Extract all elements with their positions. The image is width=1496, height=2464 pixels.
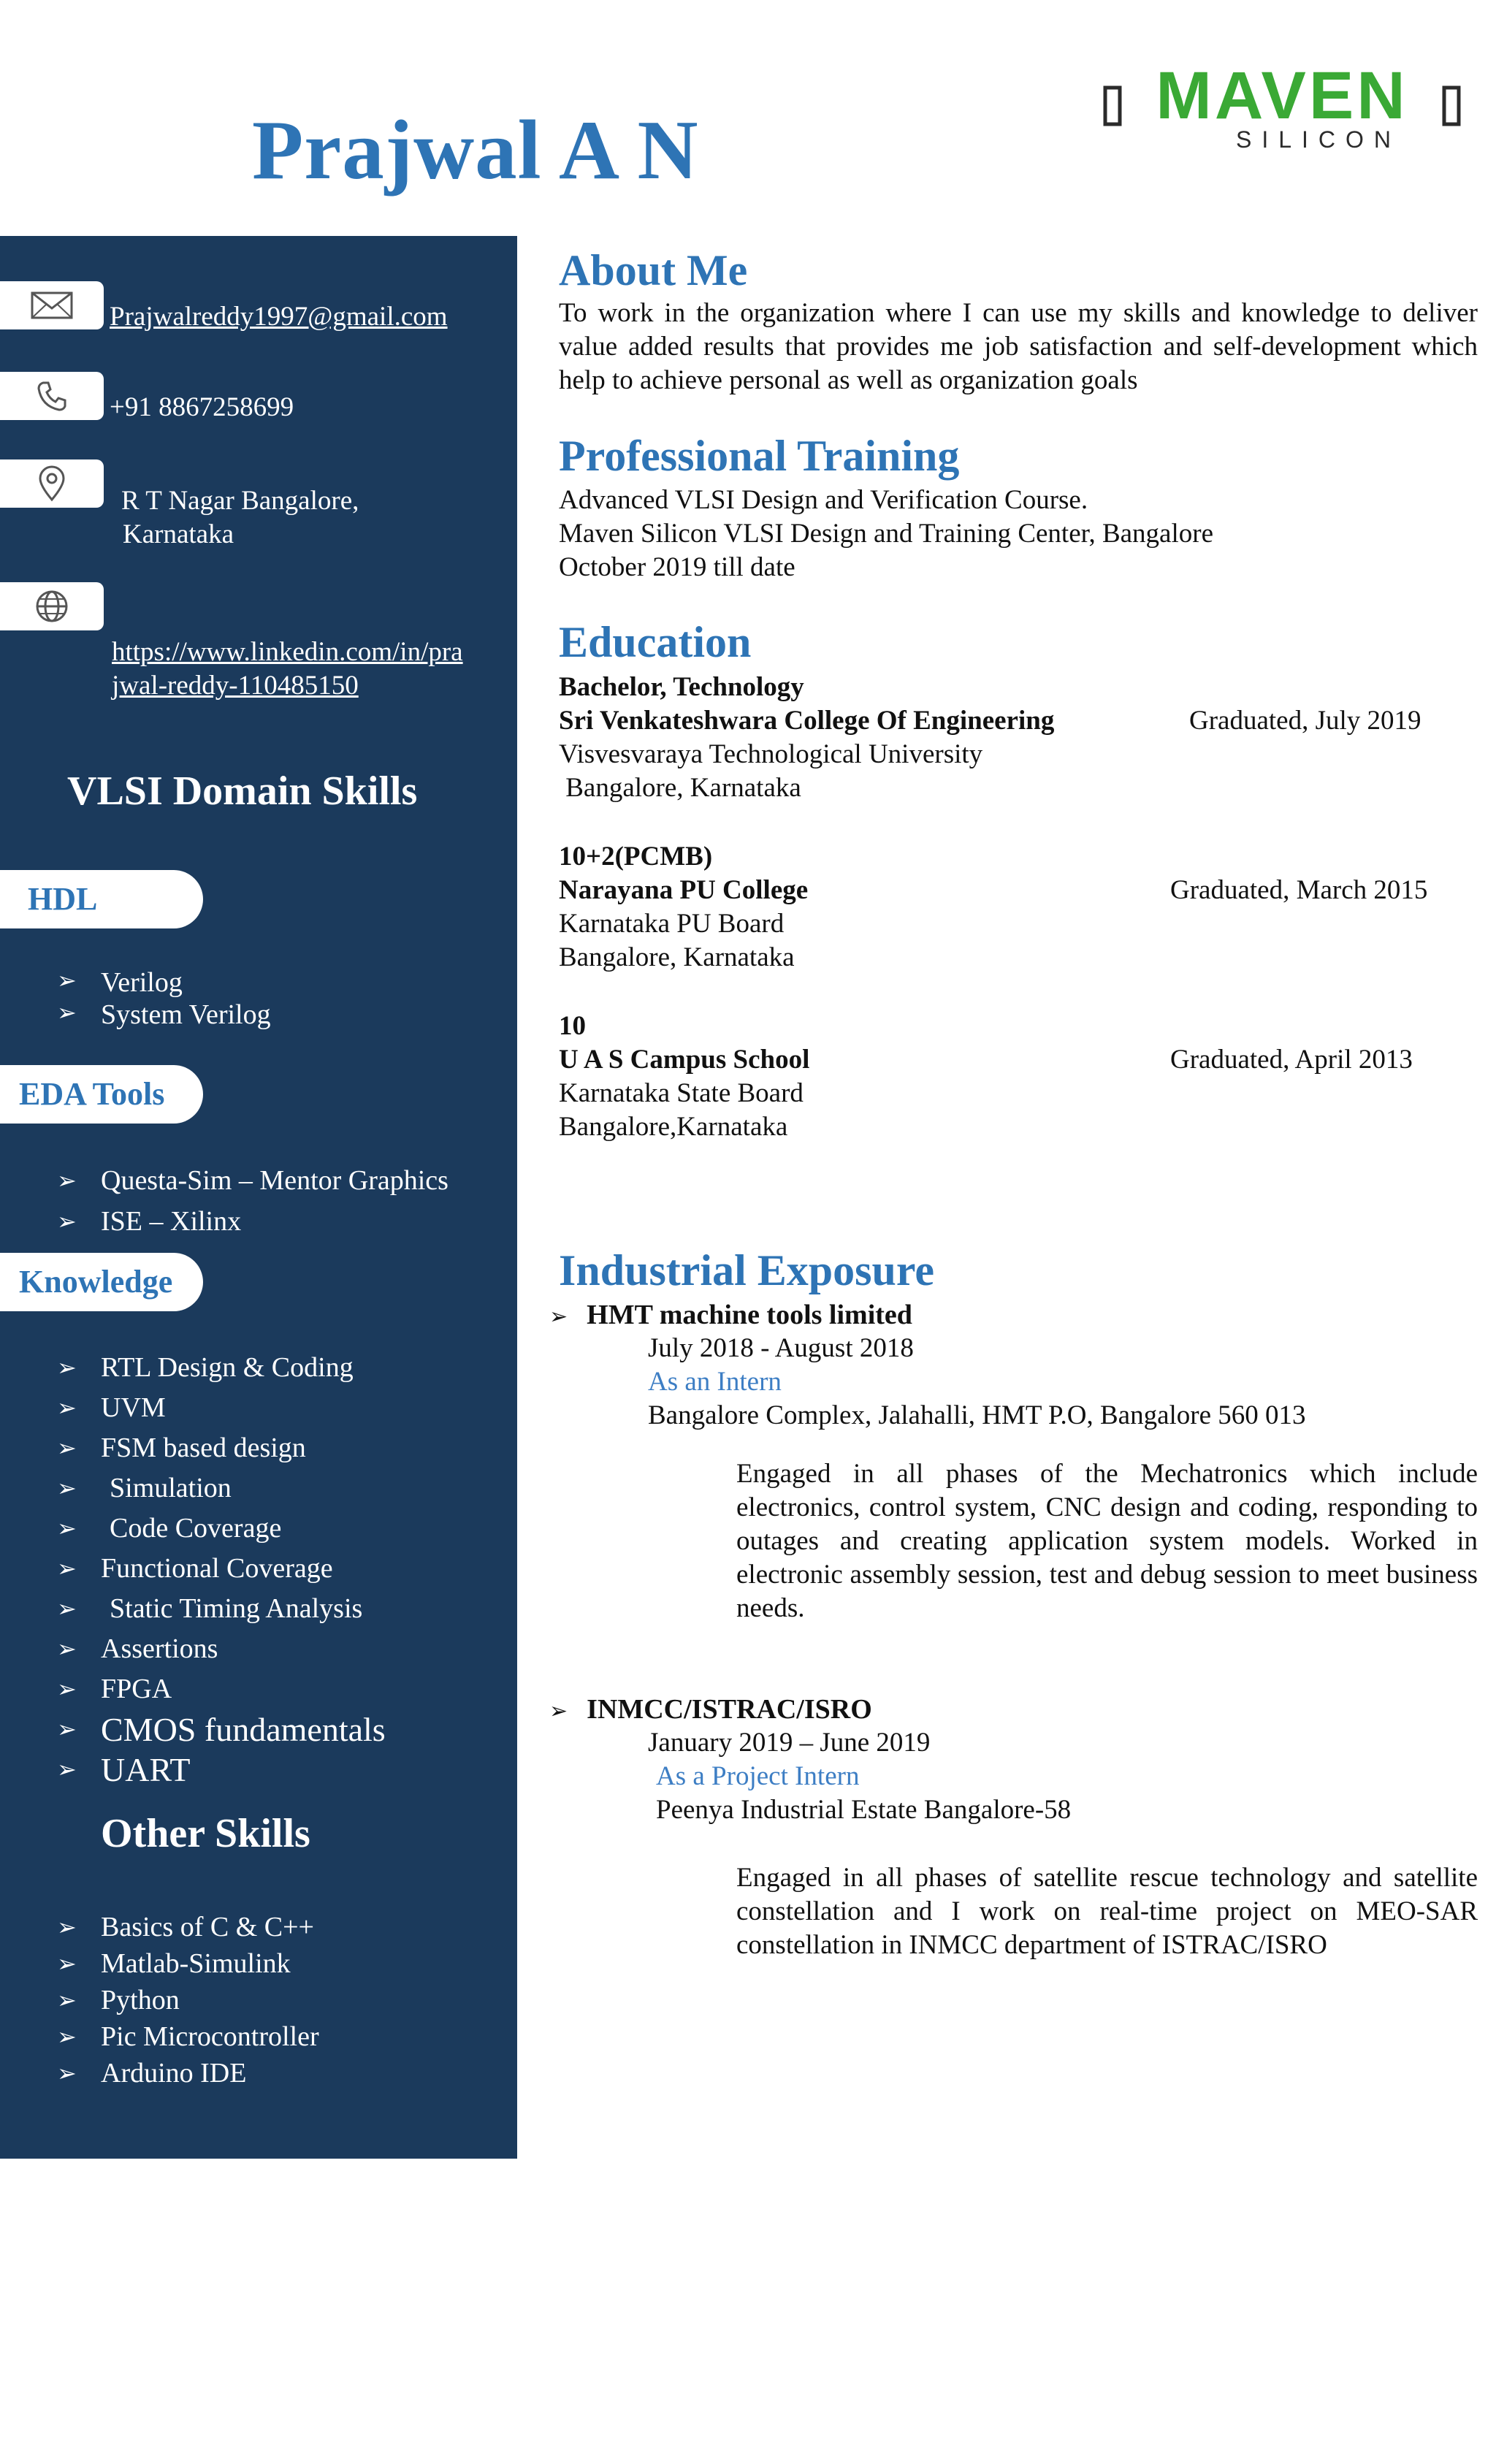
- phone-icon: [0, 372, 104, 420]
- address-line-2: Karnataka: [123, 519, 234, 549]
- linkedin-link-line-1[interactable]: https://www.linkedin.com/in/pra: [112, 637, 463, 667]
- list-item: ➢ FSM based design: [57, 1428, 386, 1468]
- sidebar: [0, 236, 517, 2159]
- phone-number[interactable]: +91 8867258699: [110, 392, 294, 422]
- training-line: Advanced VLSI Design and Verification Course.: [559, 485, 1088, 515]
- logo-sub: SILICON: [1235, 126, 1402, 153]
- board: Karnataka State Board: [559, 1078, 804, 1108]
- arrow-bullet-icon: ➢: [549, 1304, 568, 1330]
- other-skills-list: [57, 1909, 319, 2091]
- list-item: ➢ Basics of C & C++: [57, 1909, 319, 1945]
- board: Visvesvaraya Technological University: [559, 739, 983, 769]
- email-icon: [0, 281, 104, 329]
- maven-silicon-logo: [1099, 58, 1465, 153]
- school: Narayana PU College: [559, 875, 809, 905]
- list-item: ➢ Static Timing Analysis: [57, 1589, 386, 1629]
- board: Karnataka PU Board: [559, 909, 785, 939]
- location: Bangalore,Karnataka: [559, 1112, 788, 1142]
- exposure-role: As a Project Intern: [656, 1761, 860, 1791]
- graduation-date: Graduated, March 2015: [1170, 875, 1428, 905]
- globe-icon: [0, 582, 104, 630]
- exposure-period: July 2018 - August 2018: [648, 1333, 914, 1363]
- list-item: ➢ Assertions: [57, 1629, 386, 1669]
- list-item: ➢ RTL Design & Coding: [57, 1348, 386, 1388]
- location: Bangalore, Karnataka: [559, 942, 795, 972]
- list-item: ➢ Python: [57, 1982, 319, 2018]
- degree: 10: [559, 1011, 586, 1041]
- list-item: ➢ Arduino IDE: [57, 2055, 319, 2091]
- hdl-list: [57, 966, 271, 1031]
- eda-tools-tab: EDA Tools: [0, 1065, 203, 1124]
- graduation-date: Graduated, July 2019: [1189, 706, 1421, 736]
- exposure-role: As an Intern: [648, 1367, 782, 1397]
- training-line: October 2019 till date: [559, 552, 795, 582]
- hdl-tab: HDL: [0, 870, 203, 928]
- address-line-1: R T Nagar Bangalore,: [121, 486, 359, 516]
- vlsi-skills-heading: VLSI Domain Skills: [67, 768, 418, 814]
- training-line: Maven Silicon VLSI Design and Training Center, Bangalore: [559, 519, 1214, 549]
- school: Sri Venkateshwara College Of Engineering: [559, 706, 1055, 736]
- location-pin-icon: [0, 459, 104, 508]
- education-heading: Education: [559, 618, 752, 666]
- school: U A S Campus School: [559, 1045, 810, 1075]
- candidate-name: Prajwal A N: [252, 104, 699, 197]
- degree: Bachelor, Technology: [559, 672, 804, 702]
- list-item: ➢ Code Coverage: [57, 1508, 386, 1549]
- logo-word: MAVEN: [1156, 58, 1408, 133]
- list-item: ➢ FPGA: [57, 1669, 386, 1709]
- list-item: ➢ Verilog: [57, 966, 271, 999]
- other-skills-heading: Other Skills: [101, 1811, 310, 1856]
- list-item: ➢ UART: [57, 1750, 386, 1790]
- about-heading: About Me: [559, 246, 748, 294]
- location: Bangalore, Karnataka: [559, 773, 801, 803]
- linkedin-link-line-2[interactable]: jwal-reddy-110485150: [112, 671, 359, 701]
- knowledge-tab: Knowledge: [0, 1253, 203, 1311]
- exposure-place: Peenya Industrial Estate Bangalore-58: [656, 1795, 1072, 1825]
- exposure-place: Bangalore Complex, Jalahalli, HMT P.O, Bangalore 560 013: [648, 1400, 1306, 1430]
- list-item: ➢ Matlab-Simulink: [57, 1945, 319, 1982]
- eda-tools-list: [57, 1160, 449, 1242]
- about-text: To work in the organization where I can use my skills and knowledge to deliver value added results that provides me job satisfaction and self-development which help to achieve personal as well as organization goals: [559, 298, 1478, 395]
- email-link[interactable]: Prajwalreddy1997@gmail.com: [110, 302, 448, 332]
- list-item: ➢ Pic Microcontroller: [57, 2018, 319, 2055]
- list-item: ➢ Simulation: [57, 1468, 386, 1508]
- list-item: ➢ ISE – Xilinx: [57, 1201, 449, 1242]
- exposure-org: ➢ HMT machine tools limited: [549, 1300, 912, 1330]
- list-item: ➢ UVM: [57, 1388, 386, 1428]
- exposure-period: January 2019 – June 2019: [648, 1728, 931, 1758]
- list-item: ➢ Functional Coverage: [57, 1549, 386, 1589]
- list-item: ➢ Questa-Sim – Mentor Graphics: [57, 1160, 449, 1201]
- exposure-description: Engaged in all phases of the Mechatronics which include electronics, control system, CNC design and coding, responding to outages and creating application system models. Worked in electronic assembly session, test and debug session to meet business needs.: [736, 1459, 1478, 1623]
- graduation-date: Graduated, April 2013: [1170, 1045, 1413, 1075]
- exposure-description: Engaged in all phases of satellite rescue technology and satellite constellation and I work on real-time project on MEO-SAR constellation in INMCC department of ISTRAC/ISRO: [736, 1863, 1478, 1960]
- arrow-bullet-icon: ➢: [549, 1698, 568, 1724]
- exposure-heading: Industrial Exposure: [559, 1246, 935, 1294]
- list-item: ➢ System Verilog: [57, 999, 271, 1031]
- exposure-org: ➢ INMCC/ISTRAC/ISRO: [549, 1694, 872, 1725]
- training-heading: Professional Training: [559, 432, 960, 480]
- knowledge-list: [57, 1348, 386, 1790]
- list-item: ➢ CMOS fundamentals: [57, 1709, 386, 1750]
- degree: 10+2(PCMB): [559, 842, 713, 871]
